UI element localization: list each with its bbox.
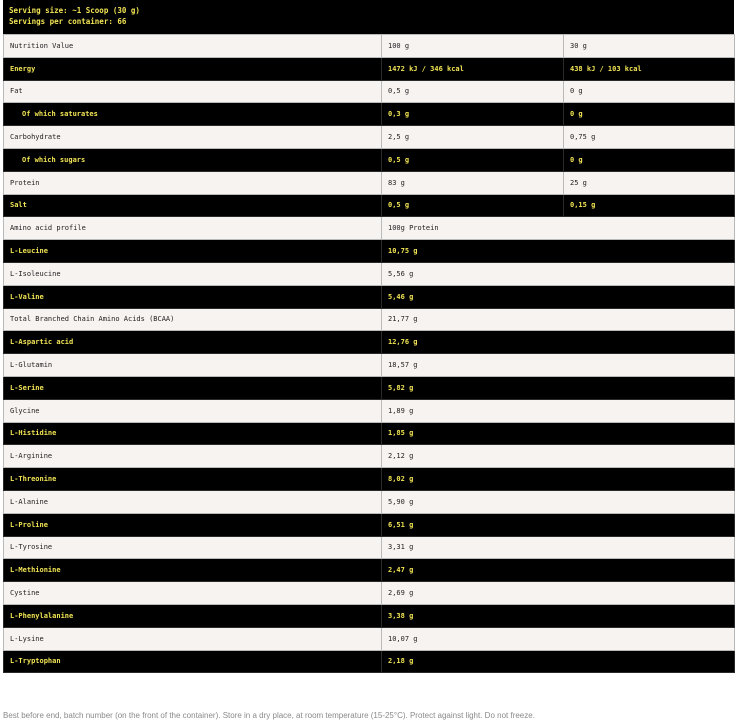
nutrient-value: 5,82 g xyxy=(382,376,735,399)
nutrient-label: L-Serine xyxy=(4,376,382,399)
table-row xyxy=(4,422,735,445)
table-row xyxy=(4,536,735,559)
nutrient-value: 1,89 g xyxy=(382,399,735,422)
nutrient-value-per-serving: 0 g xyxy=(564,103,735,126)
nutrient-value: 10,07 g xyxy=(382,627,735,650)
nutrient-value-per-serving: 25 g xyxy=(564,171,735,194)
table-row xyxy=(4,376,735,399)
serving-size: Serving size: ~1 Scoop (30 g) xyxy=(9,6,140,15)
nutrient-label: Salt xyxy=(4,194,382,217)
nutrient-label: Fat xyxy=(4,80,382,103)
nutrient-value: 5,56 g xyxy=(382,262,735,285)
table-row xyxy=(4,148,735,171)
nutrient-label: L-Histidine xyxy=(4,422,382,445)
nutrient-label: Nutrition Value xyxy=(4,35,382,58)
nutrient-label: L-Isoleucine xyxy=(4,262,382,285)
nutrient-value: 8,02 g xyxy=(382,468,735,491)
nutrient-label: Protein xyxy=(4,171,382,194)
table-row xyxy=(4,80,735,103)
nutrient-label: L-Phenylalanine xyxy=(4,604,382,627)
nutrient-value: 1472 kJ / 346 kcal xyxy=(382,57,564,80)
nutrient-value: 0,5 g xyxy=(382,194,564,217)
nutrient-value-per-serving: 30 g xyxy=(564,35,735,58)
nutrient-value-per-serving: 0,75 g xyxy=(564,126,735,149)
nutrient-label: L-Threonine xyxy=(4,468,382,491)
table-row xyxy=(4,445,735,468)
table-row xyxy=(4,331,735,354)
nutrient-label: Of which sugars xyxy=(4,148,382,171)
nutrition-table-body xyxy=(4,35,735,673)
table-row xyxy=(4,354,735,377)
nutrient-value: 5,90 g xyxy=(382,490,735,513)
nutrient-value: 0,3 g xyxy=(382,103,564,126)
nutrient-value: 6,51 g xyxy=(382,513,735,536)
nutrient-value: 2,18 g xyxy=(382,650,735,673)
nutrient-label: L-Valine xyxy=(4,285,382,308)
nutrient-label: Cystine xyxy=(4,582,382,605)
table-row xyxy=(4,604,735,627)
nutrient-label: L-Methionine xyxy=(4,559,382,582)
nutrient-value-per-serving: 0 g xyxy=(564,148,735,171)
table-row xyxy=(4,57,735,80)
nutrient-label: L-Leucine xyxy=(4,240,382,263)
nutrient-value: 10,75 g xyxy=(382,240,735,263)
nutrient-value: 21,77 g xyxy=(382,308,735,331)
nutrient-label: L-Proline xyxy=(4,513,382,536)
table-row xyxy=(4,103,735,126)
nutrient-label: Amino acid profile xyxy=(4,217,382,240)
table-row xyxy=(4,513,735,536)
table-row xyxy=(4,650,735,673)
table-row xyxy=(4,308,735,331)
nutrient-value: 1,85 g xyxy=(382,422,735,445)
table-row xyxy=(4,262,735,285)
nutrient-label: L-Lysine xyxy=(4,627,382,650)
nutrient-value-per-serving: 0 g xyxy=(564,80,735,103)
nutrient-label: L-Tyrosine xyxy=(4,536,382,559)
nutrient-value: 83 g xyxy=(382,171,564,194)
nutrient-value: 2,47 g xyxy=(382,559,735,582)
table-row xyxy=(4,240,735,263)
storage-note: Best before end, batch number (on the front of the container). Store in a dry place, at room temperature (15-25°C). Protect against light. Do not freeze. xyxy=(3,711,535,720)
table-row xyxy=(4,468,735,491)
table-row xyxy=(4,627,735,650)
nutrient-value: 5,46 g xyxy=(382,285,735,308)
table-row xyxy=(4,582,735,605)
nutrient-label: L-Aspartic acid xyxy=(4,331,382,354)
table-row xyxy=(4,559,735,582)
nutrient-label: L-Tryptophan xyxy=(4,650,382,673)
nutrient-label: Carbohydrate xyxy=(4,126,382,149)
table-row xyxy=(4,285,735,308)
table-row xyxy=(4,126,735,149)
nutrient-value: 18,57 g xyxy=(382,354,735,377)
nutrient-value-per-serving: 0,15 g xyxy=(564,194,735,217)
table-row xyxy=(4,35,735,58)
nutrient-value: 0,5 g xyxy=(382,148,564,171)
nutrient-value-per-serving: 438 kJ / 103 kcal xyxy=(564,57,735,80)
nutrient-value: 100g Protein xyxy=(382,217,735,240)
table-row xyxy=(4,217,735,240)
nutrient-value: 3,31 g xyxy=(382,536,735,559)
nutrient-label: Of which saturates xyxy=(4,103,382,126)
nutrient-label: Glycine xyxy=(4,399,382,422)
table-row xyxy=(4,171,735,194)
nutrient-value: 12,76 g xyxy=(382,331,735,354)
nutrient-value: 2,5 g xyxy=(382,126,564,149)
nutrient-label: Energy xyxy=(4,57,382,80)
nutrient-value: 3,38 g xyxy=(382,604,735,627)
nutrition-table xyxy=(3,34,735,673)
table-row xyxy=(4,194,735,217)
nutrient-label: L-Alanine xyxy=(4,490,382,513)
nutrition-panel xyxy=(3,0,734,673)
nutrient-value: 100 g xyxy=(382,35,564,58)
servings-per-container: Servings per container: 66 xyxy=(9,17,127,26)
nutrient-label: L-Glutamin xyxy=(4,354,382,377)
serving-header xyxy=(3,0,734,34)
nutrient-value: 2,12 g xyxy=(382,445,735,468)
nutrient-value: 2,69 g xyxy=(382,582,735,605)
table-row xyxy=(4,490,735,513)
nutrient-label: L-Arginine xyxy=(4,445,382,468)
nutrient-label: Total Branched Chain Amino Acids (BCAA) xyxy=(4,308,382,331)
nutrient-value: 0,5 g xyxy=(382,80,564,103)
table-row xyxy=(4,399,735,422)
